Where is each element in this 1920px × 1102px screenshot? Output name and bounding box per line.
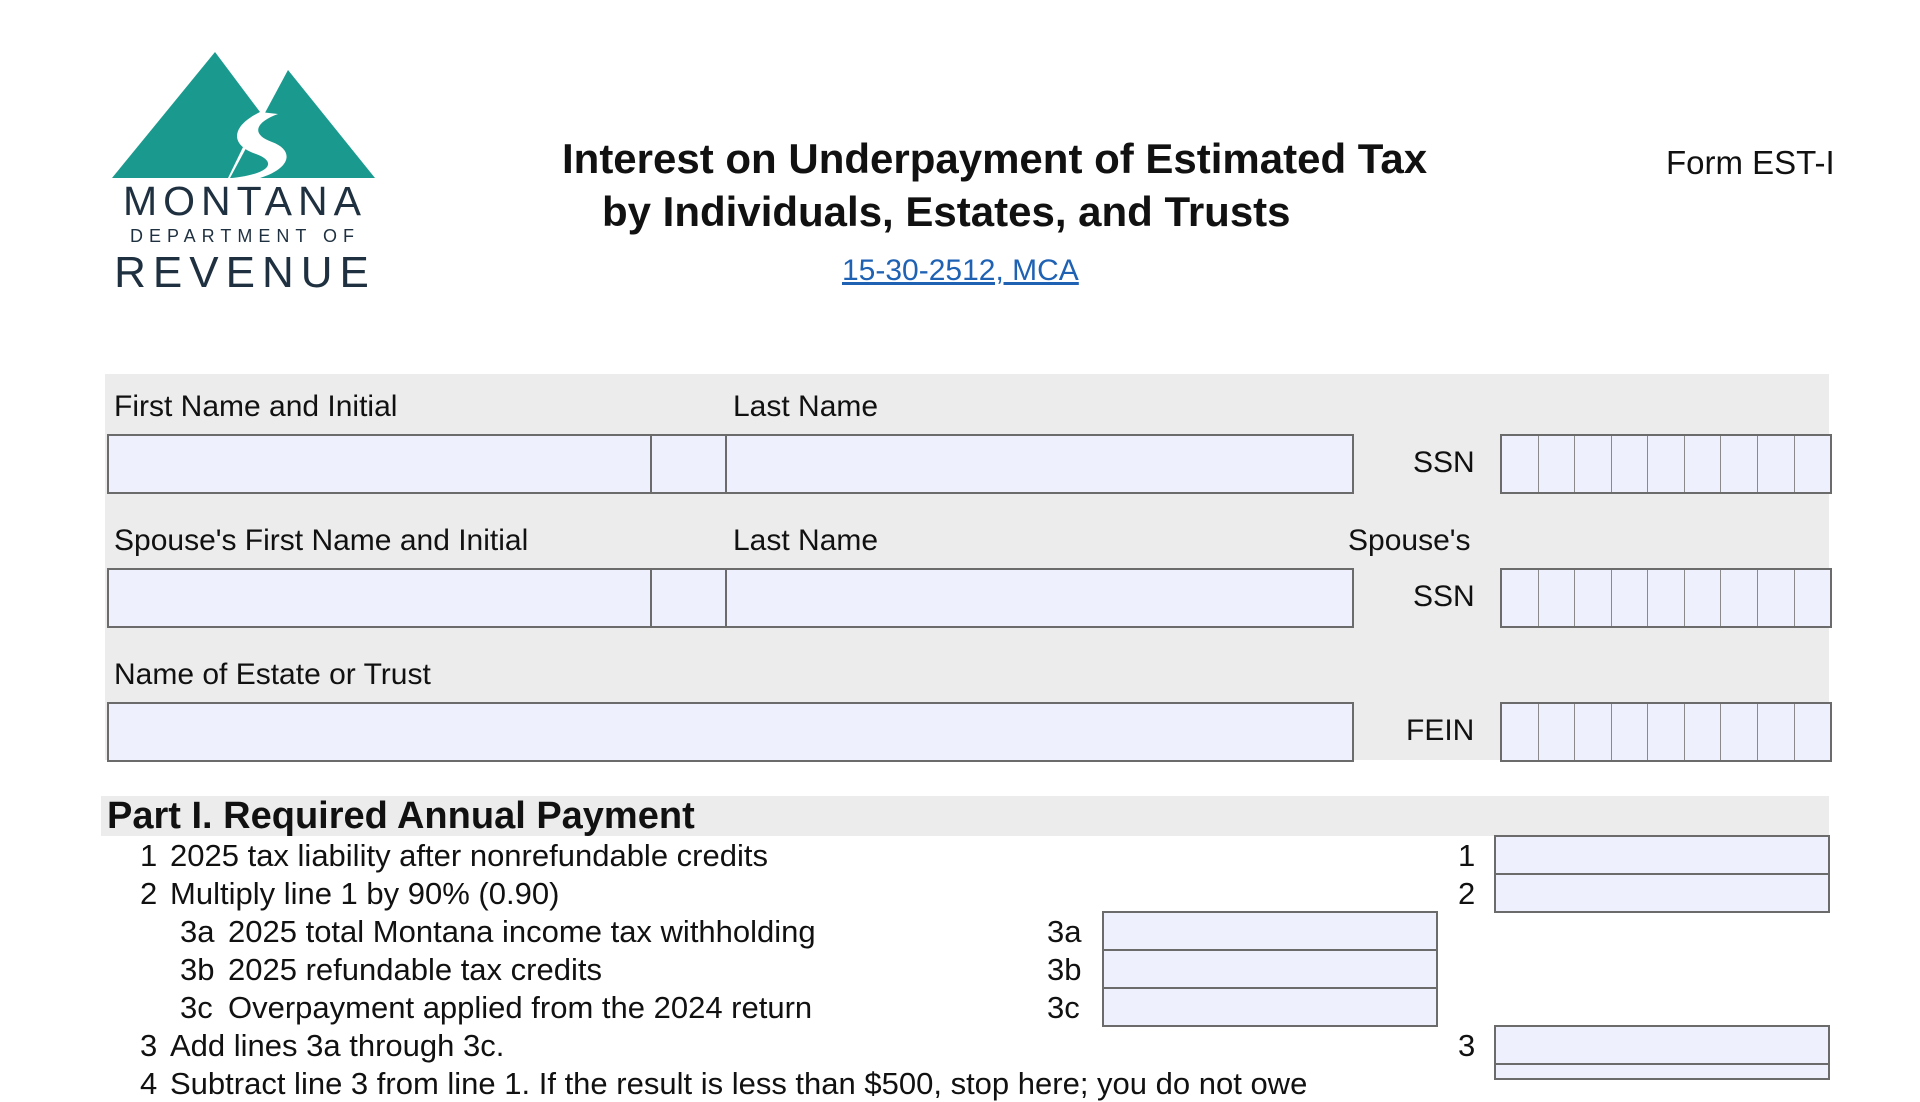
line-3c-box-label: 3c: [1047, 990, 1080, 1025]
line-3b-text: 2025 refundable tax credits: [228, 952, 602, 987]
statute-link[interactable]: 15-30-2512, MCA: [842, 254, 1079, 287]
form-title-line1: Interest on Underpayment of Estimated Tax: [562, 135, 1428, 182]
line-3b-amount-input[interactable]: [1102, 949, 1438, 989]
line-4-number: 4: [140, 1066, 158, 1101]
line-1-text: 2025 tax liability after nonrefundable credits: [170, 838, 768, 873]
line-3a-number: 3a: [180, 914, 215, 949]
line-3b-box-label: 3b: [1047, 952, 1082, 987]
last-name-label: Last Name: [733, 390, 879, 423]
line-3-amount-input[interactable]: [1494, 1025, 1830, 1065]
logo-text-revenue: REVENUE: [114, 248, 376, 297]
line-3-number: 3: [140, 1028, 158, 1063]
spouse-last-name-input[interactable]: [725, 568, 1354, 628]
line-2-number: 2: [140, 876, 158, 911]
spouse-ssn-label-line2: SSN: [1413, 580, 1475, 613]
line-2-amount-input[interactable]: [1494, 873, 1830, 913]
form-title-line2: by Individuals, Estates, and Trusts: [602, 188, 1291, 235]
part1-title: Part I. Required Annual Payment: [107, 795, 695, 837]
line-4-amount-input[interactable]: [1494, 1063, 1830, 1080]
line-1-box-label: 1: [1458, 838, 1476, 873]
line-3b-number: 3b: [180, 952, 215, 987]
line-3c-text: Overpayment applied from the 2024 return: [228, 990, 813, 1025]
first-name-input[interactable]: [107, 434, 652, 494]
form-id: Form EST-I: [1666, 144, 1835, 181]
spouse-initial-input[interactable]: [650, 568, 727, 628]
montana-mountains-logo-icon: [110, 50, 375, 180]
last-name-input[interactable]: [725, 434, 1354, 494]
line-1-amount-input[interactable]: [1494, 835, 1830, 875]
logo-text-montana: MONTANA: [123, 178, 367, 224]
fein-input[interactable]: [1500, 702, 1832, 762]
logo-text-department: DEPARTMENT OF: [129, 226, 360, 246]
spouse-ssn-label-line1: Spouse's: [1348, 524, 1471, 557]
line-4-text: Subtract line 3 from line 1. If the result is less than $500, stop here; you do not owe: [170, 1066, 1308, 1101]
spouse-ssn-input[interactable]: [1500, 568, 1832, 628]
ssn-input[interactable]: [1500, 434, 1832, 494]
estate-name-input[interactable]: [107, 702, 1354, 762]
spouse-first-name-label: Spouse's First Name and Initial: [114, 524, 529, 557]
fein-label: FEIN: [1406, 714, 1475, 747]
line-3c-amount-input[interactable]: [1102, 987, 1438, 1027]
line-3a-box-label: 3a: [1047, 914, 1082, 949]
spouse-last-name-label: Last Name: [733, 524, 879, 557]
line-3c-number: 3c: [180, 990, 213, 1025]
line-3a-amount-input[interactable]: [1102, 911, 1438, 951]
line-3-text: Add lines 3a through 3c.: [170, 1028, 505, 1063]
estate-name-label: Name of Estate or Trust: [114, 658, 431, 691]
ssn-label: SSN: [1413, 446, 1475, 479]
line-3-box-label: 3: [1458, 1028, 1476, 1063]
line-2-box-label: 2: [1458, 876, 1476, 911]
line-3a-text: 2025 total Montana income tax withholding: [228, 914, 816, 949]
first-name-label: First Name and Initial: [114, 390, 398, 423]
line-1-number: 1: [140, 838, 158, 873]
line-2-text: Multiply line 1 by 90% (0.90): [170, 876, 560, 911]
spouse-first-name-input[interactable]: [107, 568, 652, 628]
initial-input[interactable]: [650, 434, 727, 494]
